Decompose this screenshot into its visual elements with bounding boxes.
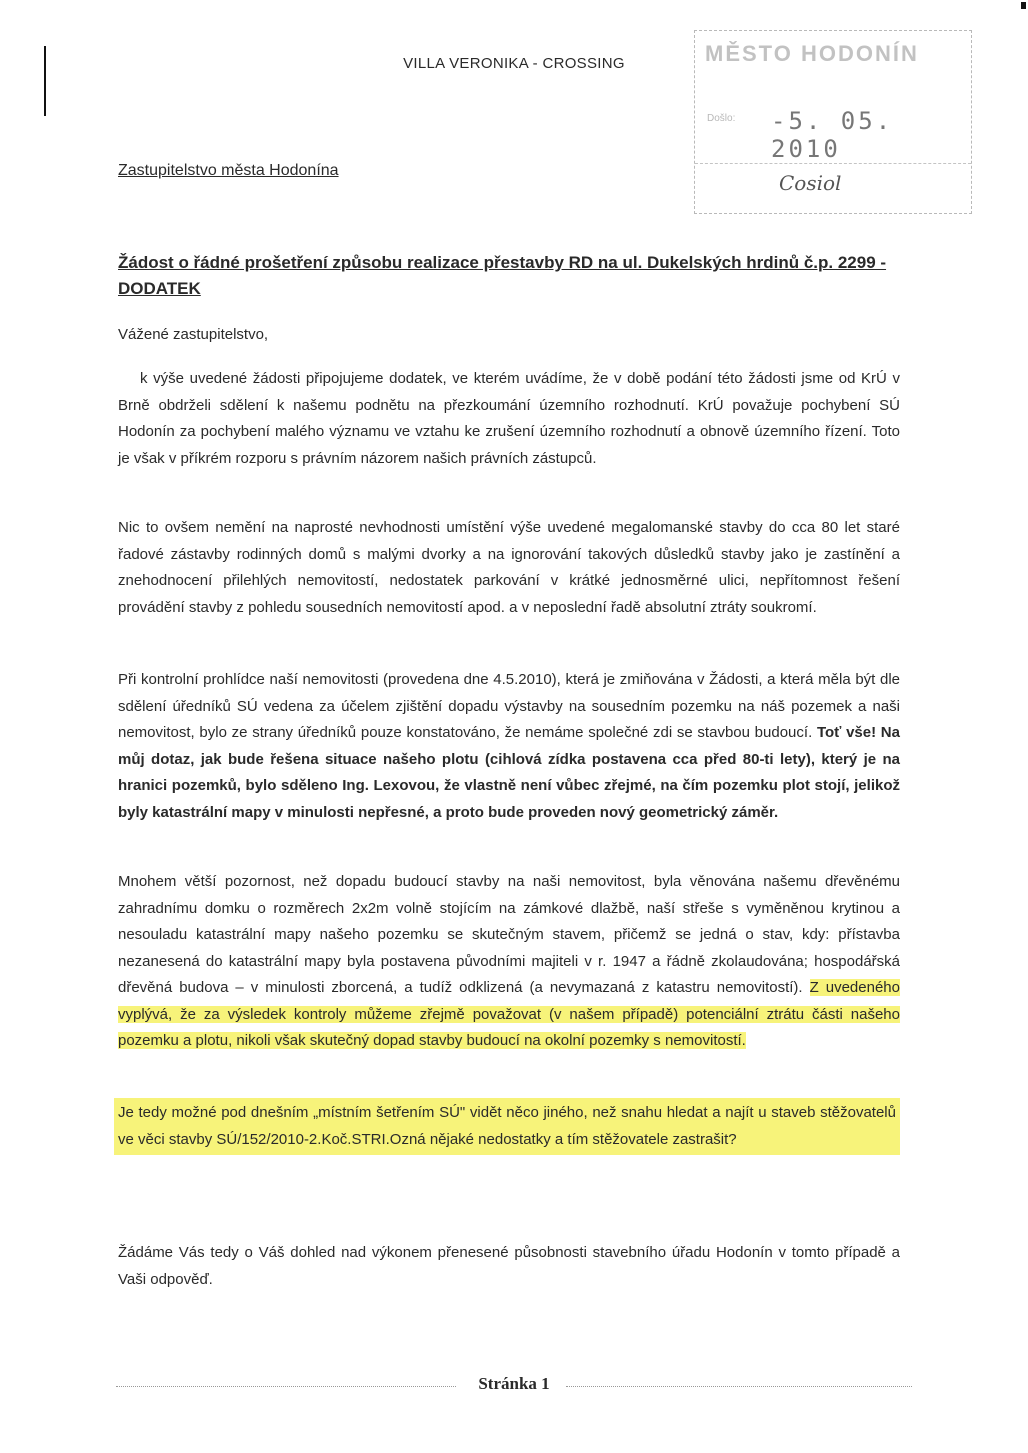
paragraph-3-bold-text: Toť vše! Na můj dotaz, jak bude řešena situace našeho plotu (cihlová zídka postavena cca před 80-ti lety), který je na hranici pozemků, bylo sděleno Ing. Lexovou, že vlastně není vůbec zřejmé, na čím pozemku plot stojí, jelikož byly katastrální mapy v minulosti nepřesné, a proto bude proveden nový geometrický záměr. [118,724,900,821]
document-header: VILLA VERONIKA - CROSSING [403,55,625,72]
paragraph-4-text: Mnohem větší pozornost, než dopadu budoucí stavby na naši nemovitost, byla věnována našemu dřevěnému zahradnímu domku o rozměrech 2x2m volně stojícím na zámkové dlažbě, naší střeše s vyměněnou krytinou a nesouladu katastrální mapy našeho pozemku se skutečným stavem, přičemž se jedná o stav, kdy: přístavba nezanesená do katastrální mapy byla postavena původními majiteli v r. 1947 a řádně zkolaudována; hospodářská dřevěná budova – v minulosti zborcená, a tudíž odklizená (a nevymazaná z katastru nemovitostí). [118,873,900,996]
greeting: Vážené zastupitelstvo, [118,326,269,343]
stamp-date: -5. 05. 2010 [771,107,894,163]
stamp-divider [695,163,971,164]
paragraph-3-text: Při kontrolní prohlídce naší nemovitosti (provedena dne 4.5.2010), která je zmiňována v Žádosti, a která měla být dle sdělení úředníků SÚ vedena za účelem zjištění dopadu výstavby na sousedním pozemku na náš pozemek a naši nemovitost, bylo ze strany úředníků pouze konstatováno, že nemáme společné zdi se stavbou budoucí. [118,671,900,741]
paragraph-4 [118,869,900,1055]
stamp-title: MĚSTO HODONÍN [705,41,919,66]
addressee: Zastupitelstvo města Hodonína [118,162,339,179]
paragraph-3 [118,667,900,826]
paragraph-6: Žádáme Vás tedy o Váš dohled nad výkonem přenesené působnosti stavebního úřadu Hodonín v tomto případě a Vaši odpověď. [118,1244,900,1288]
footer-rule-right [566,1386,912,1387]
paragraph-5-highlight: Je tedy možné pod dnešním „místním šetřením SÚ" vidět něco jiného, než snahu hledat a najít u staveb stěžovatelů ve věci stavby SÚ/152/2010-2.Koč.STRI.Ozná nějaké nedostatky a tím stěžovatele zastrašit? [114,1098,900,1155]
paragraph-5 [118,1098,900,1155]
scan-artifact [1021,2,1026,9]
letter-subject: Žádost o řádné prošetření způsobu realizace přestavby RD na ul. Dukelských hrdinů č.p. 2299 - DODATEK [118,253,887,298]
paragraph-2: Nic to ovšem nemění na naprosté nevhodnosti umístění výše uvedené megalomanské stavby do cca 80 let staré řadové zástavby rodinných domů s malými dvorky a na ignorování takových důsledků stavby jako je zastínění a znehodnocení přilehlých nemovitostí, nedostatek parkování v krátké jednosměrné ulici, nepřítomnost řešení provádění stavby z pohledu sousedních nemovitostí apod. a v neposlední řadě absolutní ztráty soukromí. [118,519,900,616]
page-number: Stránka 1 [478,1374,550,1393]
stamp-date-label: Došlo: [707,113,736,124]
paragraph-4-highlight: Z uvedeného vyplývá, že za výsledek kontroly můžeme zřejmě považovat (v našem případě) potenciální ztrátu části našeho pozemku a plotu, nikoli však skutečný dopad stavby budoucí na okolní pozemky s nemovitostí. [118,979,900,1049]
paragraph-1: k výše uvedené žádosti připojujeme dodatek, ve kterém uvádíme, že v době podání této žádosti jsme od KrÚ v Brně obdrželi sdělení k našemu podnětu na přezkoumání územního rozhodnutí. KrÚ považuje pochybení SÚ Hodonín za pochybení malého významu ve vztahu ke zrušení územního rozhodnutí a obnově územního řízení. Toto je však v příkrém rozporu s právním názorem našich právních zástupců. [118,370,900,467]
stamp-signature: Cosiol [779,171,842,195]
registry-stamp [694,30,972,214]
